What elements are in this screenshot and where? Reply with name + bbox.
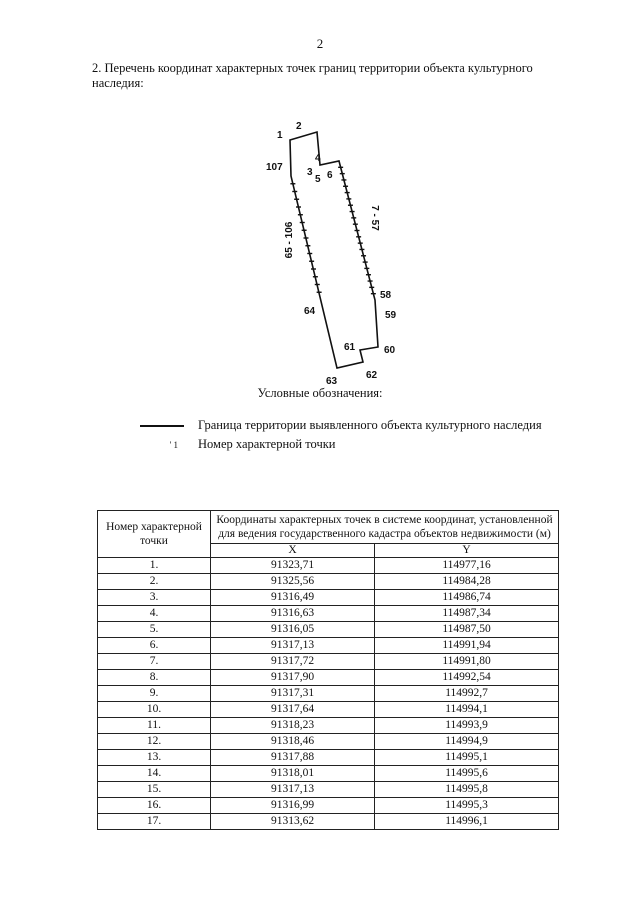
x-coordinate-cell: 91317,64 — [211, 702, 375, 718]
table-row — [98, 574, 559, 590]
legend-item-point — [140, 437, 336, 452]
x-coordinate-cell: 91318,23 — [211, 718, 375, 734]
x-coordinate-cell: 91318,46 — [211, 734, 375, 750]
table-row — [98, 718, 559, 734]
y-coordinate-cell: 114987,34 — [375, 606, 559, 622]
point-label: 6 — [327, 170, 333, 181]
point-label: 2 — [296, 121, 302, 132]
y-coordinate-cell: 114995,3 — [375, 798, 559, 814]
point-number-cell: 12. — [98, 734, 211, 750]
page-number: 2 — [316, 36, 324, 51]
x-coordinate-cell: 91317,72 — [211, 654, 375, 670]
y-coordinate-cell: 114993,9 — [375, 718, 559, 734]
section-heading: 2. Перечень координат характерных точек границ территории объекта культурного наследия: — [92, 61, 533, 90]
point-number-symbol: ' 1 — [169, 439, 178, 450]
point-number-cell: 15. — [98, 782, 211, 798]
point-number-cell: 11. — [98, 718, 211, 734]
y-coordinate-cell: 114994,1 — [375, 702, 559, 718]
x-coordinate-cell: 91323,71 — [211, 558, 375, 574]
table-row — [98, 702, 559, 718]
point-number-cell: 17. — [98, 814, 211, 830]
table-row — [98, 590, 559, 606]
table-row — [98, 734, 559, 750]
point-label: 58 — [380, 290, 392, 301]
coordinates-table — [97, 510, 559, 830]
point-label: 62 — [366, 370, 378, 381]
table-row — [98, 766, 559, 782]
y-coordinate-cell: 114995,1 — [375, 750, 559, 766]
table-row — [98, 670, 559, 686]
coordinates-header: Координаты характерных точек в системе координат, установленной для ведения государственного кадастра объектов недвижимости (м) — [211, 511, 559, 544]
x-header: X — [211, 544, 375, 558]
point-number-cell: 4. — [98, 606, 211, 622]
point-number-cell: 14. — [98, 766, 211, 782]
point-number-cell: 13. — [98, 750, 211, 766]
point-label: 61 — [344, 342, 356, 353]
point-label: 59 — [385, 310, 397, 321]
x-coordinate-cell: 91325,56 — [211, 574, 375, 590]
point-number-cell: 8. — [98, 670, 211, 686]
x-coordinate-cell: 91316,05 — [211, 622, 375, 638]
point-number-cell: 3. — [98, 590, 211, 606]
y-coordinate-cell: 114991,80 — [375, 654, 559, 670]
y-coordinate-cell: 114995,6 — [375, 766, 559, 782]
x-coordinate-cell: 91317,13 — [211, 638, 375, 654]
boundary-line-symbol — [140, 425, 184, 427]
y-header: Y — [375, 544, 559, 558]
table-row — [98, 638, 559, 654]
point-number-cell: 9. — [98, 686, 211, 702]
point-number-header: Номер характерной точки — [98, 511, 211, 558]
point-number-cell: 6. — [98, 638, 211, 654]
table-row — [98, 814, 559, 830]
x-coordinate-cell: 91313,62 — [211, 814, 375, 830]
point-label: 60 — [384, 345, 396, 356]
x-coordinate-cell: 91317,13 — [211, 782, 375, 798]
y-coordinate-cell: 114987,50 — [375, 622, 559, 638]
table-row — [98, 558, 559, 574]
table-row — [98, 606, 559, 622]
point-number-cell: 7. — [98, 654, 211, 670]
table-row — [98, 750, 559, 766]
table-row — [98, 782, 559, 798]
y-coordinate-cell: 114992,7 — [375, 686, 559, 702]
point-number-cell: 16. — [98, 798, 211, 814]
x-coordinate-cell: 91317,90 — [211, 670, 375, 686]
y-coordinate-cell: 114996,1 — [375, 814, 559, 830]
point-label: 63 — [326, 376, 338, 387]
legend-title: Условные обозначения: — [257, 386, 383, 400]
y-coordinate-cell: 114984,28 — [375, 574, 559, 590]
x-coordinate-cell: 91316,49 — [211, 590, 375, 606]
boundary-scheme — [0, 0, 640, 400]
boundary-point-ticks — [290, 167, 375, 293]
y-coordinate-cell: 114977,16 — [375, 558, 559, 574]
table-row — [98, 686, 559, 702]
y-coordinate-cell: 114995,8 — [375, 782, 559, 798]
point-label: 107 — [266, 162, 283, 173]
x-coordinate-cell: 91317,31 — [211, 686, 375, 702]
y-coordinate-cell: 114986,74 — [375, 590, 559, 606]
x-coordinate-cell: 91318,01 — [211, 766, 375, 782]
point-label: 64 — [304, 306, 316, 317]
point-label: 7 - 57 — [369, 205, 380, 231]
table-row — [98, 654, 559, 670]
y-coordinate-cell: 114991,94 — [375, 638, 559, 654]
point-label: 3 — [307, 167, 313, 178]
point-label: 4 — [315, 153, 321, 164]
x-coordinate-cell: 91316,63 — [211, 606, 375, 622]
y-coordinate-cell: 114994,9 — [375, 734, 559, 750]
point-number-cell: 10. — [98, 702, 211, 718]
x-coordinate-cell: 91316,99 — [211, 798, 375, 814]
point-label: 1 — [277, 130, 283, 141]
table-row — [98, 622, 559, 638]
x-coordinate-cell: 91317,88 — [211, 750, 375, 766]
point-number-cell: 1. — [98, 558, 211, 574]
table-row — [98, 798, 559, 814]
point-number-cell: 5. — [98, 622, 211, 638]
boundary-outline — [290, 132, 378, 368]
point-label: 65 - 106 — [284, 221, 295, 259]
legend-item-boundary — [140, 418, 542, 433]
point-label: 5 — [315, 174, 321, 185]
legend-text: Граница территории выявленного объекта культурного наследия — [198, 418, 542, 432]
y-coordinate-cell: 114992,54 — [375, 670, 559, 686]
legend-text: Номер характерной точки — [198, 437, 336, 451]
point-number-cell: 2. — [98, 574, 211, 590]
